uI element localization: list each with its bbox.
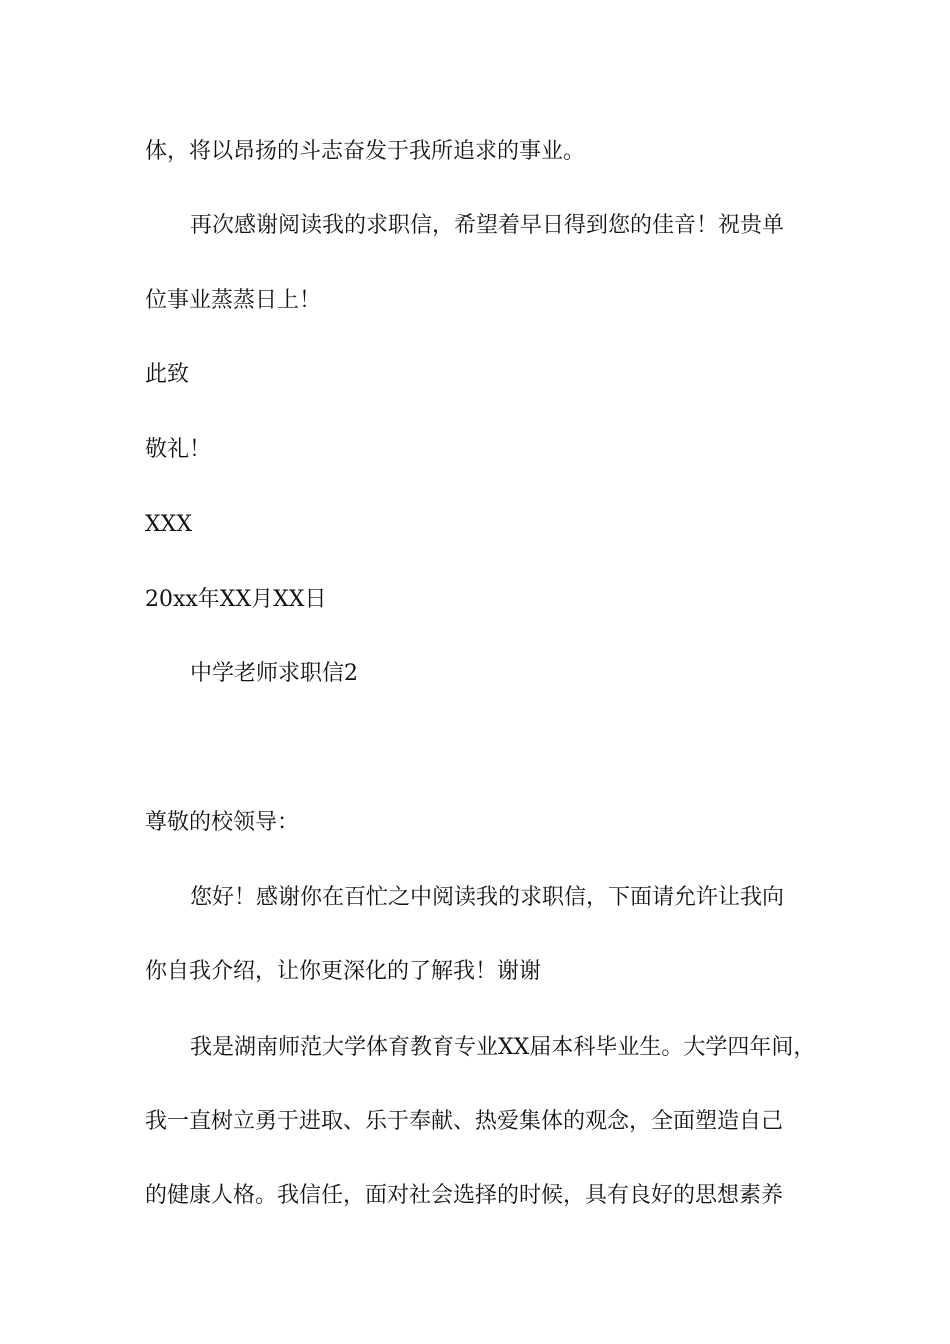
paragraph-line: 的健康人格。我信任，面对社会选择的时候，具有良好的思想素养 [145, 1183, 784, 1208]
greeting: 尊敬的校领导： [145, 810, 300, 835]
paragraph-line: 我是湖南师范大学体育教育专业XX届本科毕业生。大学四年间， [190, 1035, 816, 1060]
paragraph-line: 你自我介绍，让你更深化的了解我！谢谢 [145, 959, 542, 984]
paragraph-line: 体，将以昂扬的斗志奋发于我所追求的事业。 [145, 139, 586, 164]
closing-salutation: 此致 [145, 362, 190, 387]
signature-name: XXX [145, 512, 192, 537]
paragraph-line: 我一直树立勇于进取、乐于奉献、热爱集体的观念，全面塑造自己 [145, 1109, 784, 1134]
closing-salutation: 敬礼！ [145, 437, 212, 462]
paragraph-line: 您好！感谢你在百忙之中阅读我的求职信，下面请允许让我向 [190, 885, 785, 910]
signature-date: 20xx年XX月XX日 [145, 587, 327, 612]
paragraph-line: 位事业蒸蒸日上！ [145, 288, 322, 313]
section-heading: 中学老师求职信2 [190, 661, 358, 686]
paragraph-line: 再次感谢阅读我的求职信，希望着早日得到您的佳音！祝贵单 [190, 213, 785, 238]
